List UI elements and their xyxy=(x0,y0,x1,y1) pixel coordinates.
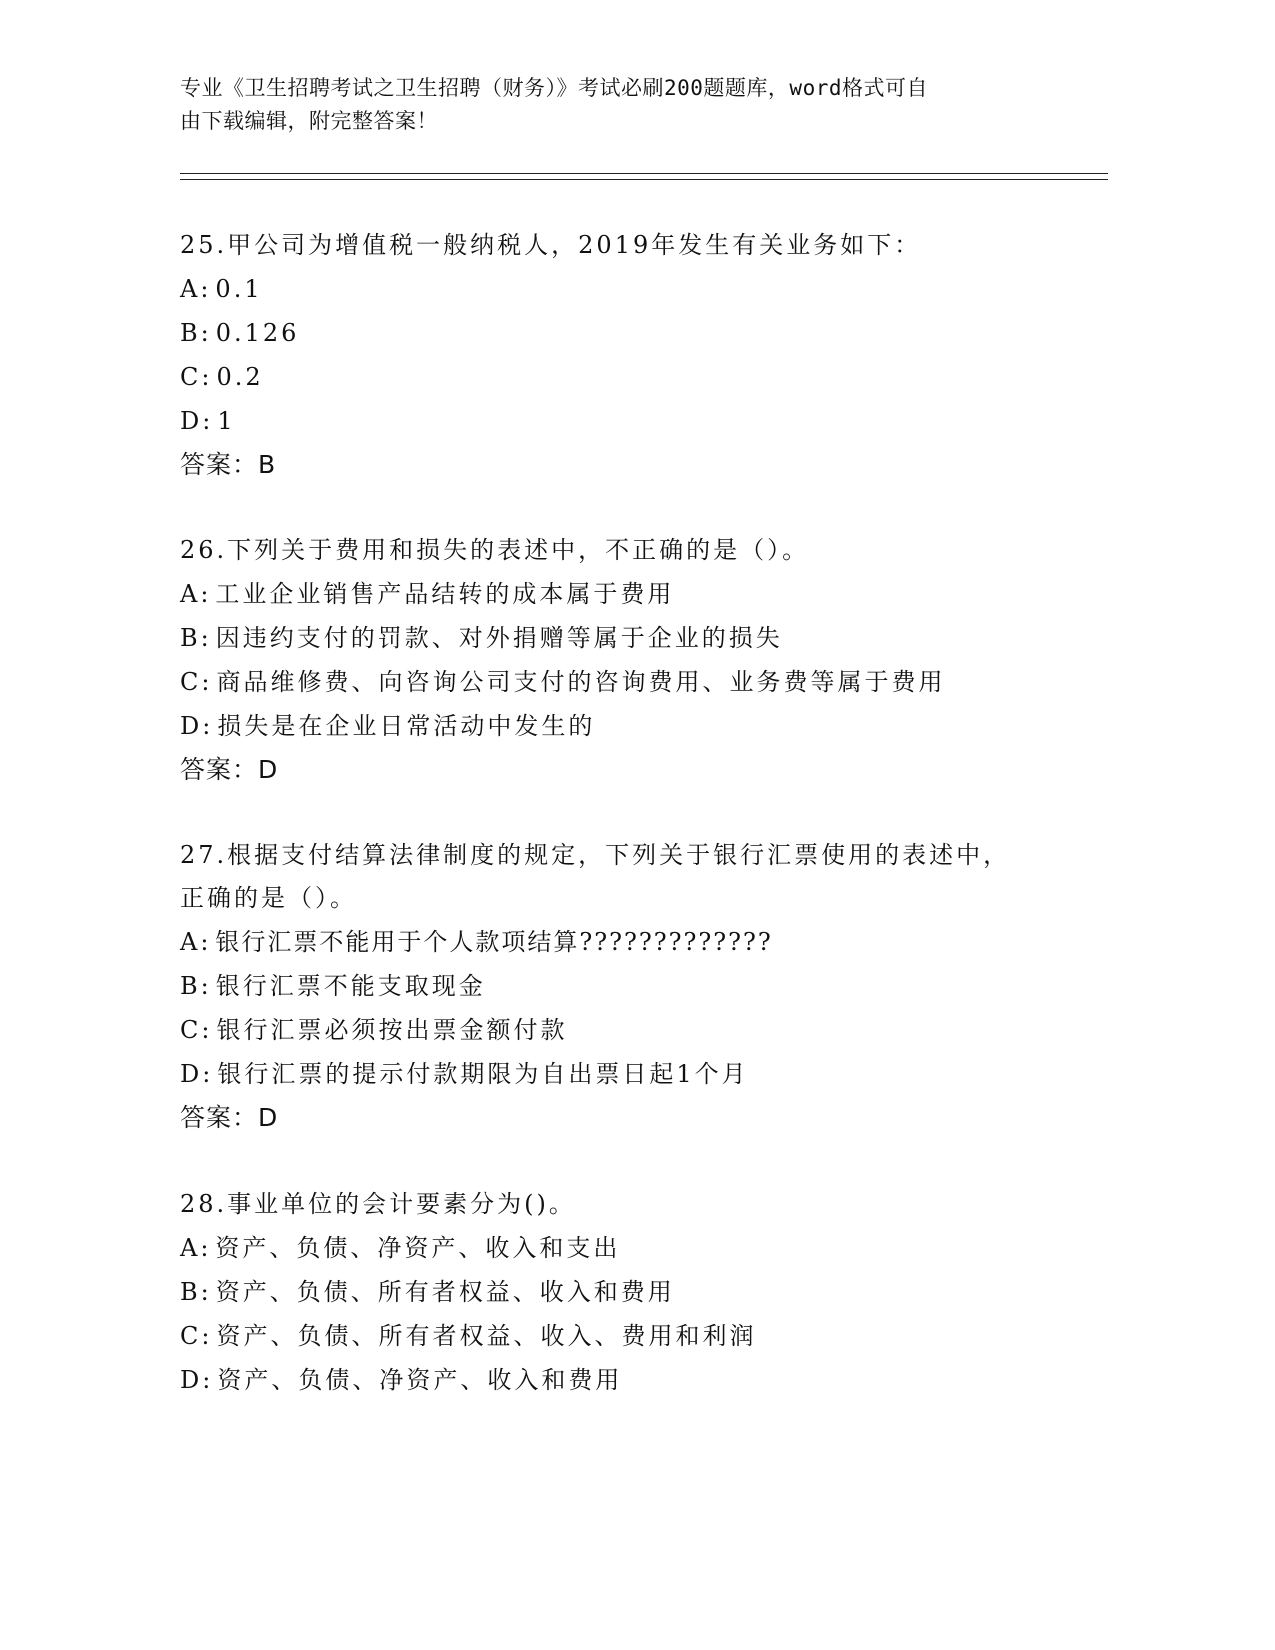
option-text: 银行汇票不能用于个人款项结算????????????? xyxy=(215,928,773,956)
option-a xyxy=(180,572,1080,616)
question-stem-line-1: 27.根据支付结算法律制度的规定，下列关于银行汇票使用的表述中， xyxy=(180,841,1011,869)
option-c xyxy=(180,355,1080,399)
option-a xyxy=(180,920,1080,964)
option-text: 银行汇票必须按出票金额付款 xyxy=(216,1016,568,1044)
option-a xyxy=(180,1226,1080,1270)
answer-label: 答案：B xyxy=(180,450,277,479)
option-d xyxy=(180,399,1080,443)
option-a xyxy=(180,267,1080,311)
option-c xyxy=(180,1314,1080,1358)
option-c xyxy=(180,1008,1080,1052)
question-stem: 26.下列关于费用和损失的表述中，不正确的是（）。 xyxy=(180,536,810,564)
option-b xyxy=(180,616,1080,660)
header-line-1: 专业《卫生招聘考试之卫生招聘（财务）》考试必刷200题题库，word格式可自 xyxy=(180,76,928,100)
question-stem: 25.甲公司为增值税一般纳税人，2019年发生有关业务如下： xyxy=(180,231,922,259)
option-letter: A: xyxy=(180,580,212,608)
question-27 xyxy=(180,834,1080,1140)
option-letter: B: xyxy=(180,972,212,1000)
document-header xyxy=(180,72,1080,138)
option-b xyxy=(180,1270,1080,1314)
option-letter: A: xyxy=(180,928,212,956)
option-b xyxy=(180,964,1080,1008)
option-text: 商品维修费、向咨询公司支付的咨询费用、业务费等属于费用 xyxy=(216,668,946,696)
option-text: 资产、负债、净资产、收入和费用 xyxy=(217,1366,623,1394)
option-d xyxy=(180,1358,1080,1402)
option-text: 资产、负债、净资产、收入和支出 xyxy=(215,1234,621,1262)
option-letter: D: xyxy=(180,1060,214,1088)
option-text: 银行汇票的提示付款期限为自出票日起1个月 xyxy=(217,1060,749,1088)
option-letter: B: xyxy=(180,319,212,347)
option-letter: C: xyxy=(180,1016,213,1044)
option-text: 0.126 xyxy=(215,319,300,347)
option-text: 因违约支付的罚款、对外捐赠等属于企业的损失 xyxy=(215,624,783,652)
option-text: 资产、负债、所有者权益、收入和费用 xyxy=(215,1278,675,1306)
option-letter: B: xyxy=(180,624,212,652)
option-letter: C: xyxy=(180,363,213,391)
option-letter: B: xyxy=(180,1278,212,1306)
option-letter: C: xyxy=(180,668,213,696)
option-b xyxy=(180,311,1080,355)
option-text: 0.2 xyxy=(216,363,264,391)
question-25 xyxy=(180,224,1080,487)
option-text: 损失是在企业日常活动中发生的 xyxy=(217,712,596,740)
option-letter: C: xyxy=(180,1322,213,1350)
option-d xyxy=(180,1052,1080,1096)
answer-label: 答案：D xyxy=(180,1103,279,1132)
option-text: 资产、负债、所有者权益、收入、费用和利润 xyxy=(216,1322,757,1350)
option-letter: D: xyxy=(180,712,214,740)
option-d xyxy=(180,704,1080,748)
option-text: 1 xyxy=(217,407,236,435)
option-letter: D: xyxy=(180,1366,214,1394)
option-letter: A: xyxy=(180,1234,212,1262)
option-text: 工业企业销售产品结转的成本属于费用 xyxy=(215,580,675,608)
header-divider-top xyxy=(180,173,1108,174)
question-26 xyxy=(180,529,1080,792)
option-text: 银行汇票不能支取现金 xyxy=(215,972,486,1000)
option-c xyxy=(180,660,1080,704)
option-letter: D: xyxy=(180,407,214,435)
question-28 xyxy=(180,1183,1080,1402)
question-stem: 28.事业单位的会计要素分为()。 xyxy=(180,1190,576,1218)
answer-label: 答案：D xyxy=(180,755,279,784)
question-stem-line-2: 正确的是（）。 xyxy=(180,884,357,912)
option-text: 0.1 xyxy=(215,275,263,303)
option-letter: A: xyxy=(180,275,212,303)
header-line-2: 由下载编辑，附完整答案！ xyxy=(180,109,438,133)
header-divider-bottom xyxy=(180,179,1108,180)
